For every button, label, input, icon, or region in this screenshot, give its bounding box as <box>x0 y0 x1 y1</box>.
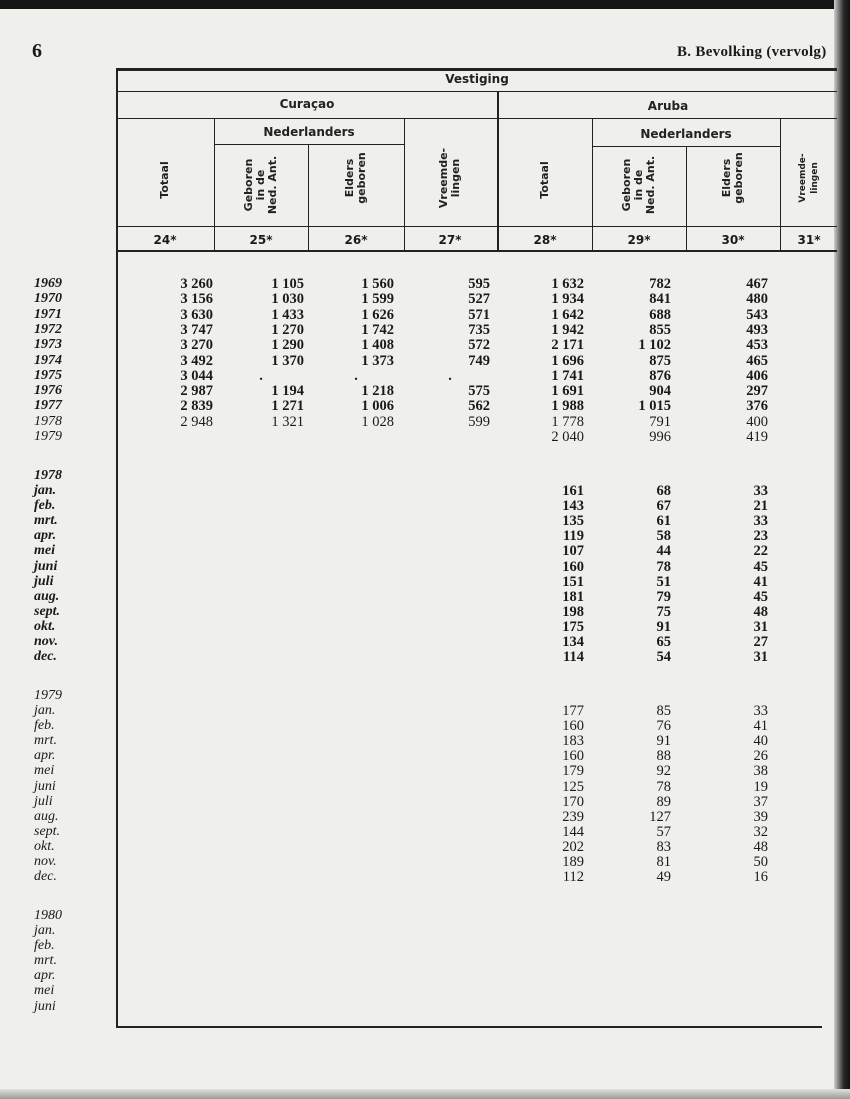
cell-col-26: 1 408 <box>361 337 394 354</box>
month-row-1979-dec-label: dec. <box>34 869 57 885</box>
cell-col-30: 419 <box>746 429 768 445</box>
month-row-1979-juli-label: juli <box>34 793 53 809</box>
cell-col-29: 688 <box>649 306 671 323</box>
month-row-1978-nov-label: nov. <box>34 634 58 649</box>
year-row-1971-label: 1971 <box>34 306 62 322</box>
cell-col-30: 32 <box>753 823 768 840</box>
column-number-24: 24* <box>153 233 177 247</box>
year-row-1977-label: 1977 <box>34 398 62 414</box>
section-1980-label: 1980 <box>34 908 62 923</box>
cell-col-30: 40 <box>753 733 768 750</box>
cell-col-27: 735 <box>468 321 490 338</box>
cell-col-25: 1 271 <box>271 398 304 415</box>
cell-col-29: 996 <box>649 429 671 445</box>
vrule-30 <box>780 118 781 250</box>
column-label-24: Totaal <box>158 161 171 199</box>
section-1979-label: 1979 <box>34 688 62 703</box>
month-row-1978-okt-label: okt. <box>34 618 56 634</box>
cell-col-28: 179 <box>562 763 584 780</box>
cell-col-25: 1 194 <box>271 383 304 400</box>
cell-col-29: 841 <box>649 291 671 308</box>
cell-col-27: 599 <box>468 413 490 430</box>
month-row-1978-feb-label: feb. <box>34 498 56 514</box>
cell-col-28: 175 <box>562 618 584 635</box>
rule-under-colnos <box>117 250 837 252</box>
cell-col-26: 1 028 <box>361 413 394 430</box>
cell-col-25: 1 433 <box>271 306 304 323</box>
year-row-1974-label: 1974 <box>34 352 62 368</box>
cell-col-29: 91 <box>656 618 671 635</box>
month-row-1979-jan-label: jan. <box>34 703 56 718</box>
cell-col-28: 202 <box>562 838 584 855</box>
month-row-1978-apr-label: apr. <box>34 528 57 544</box>
cell-col-28: 1 691 <box>551 383 584 400</box>
cell-col-26: 1 599 <box>361 291 394 308</box>
cell-col-30: 45 <box>753 558 768 575</box>
month-row-1978-aug-label: aug. <box>34 588 60 604</box>
cell-col-29: 92 <box>656 763 671 780</box>
month-row-1980-feb-label: feb. <box>34 938 55 954</box>
rule-bottom <box>117 1026 822 1028</box>
cell-col-30: 37 <box>753 793 768 810</box>
month-row-1979-aug-label: aug. <box>34 808 59 824</box>
cell-col-30: 453 <box>746 337 768 354</box>
year-row-1973-label: 1973 <box>34 337 62 353</box>
cell-col-29: 791 <box>649 413 671 430</box>
cell-col-28: 1 696 <box>551 352 584 369</box>
year-row-1976-label: 1976 <box>34 383 62 399</box>
cell-col-29: 51 <box>656 573 671 590</box>
cell-col-26: 1 560 <box>361 276 394 292</box>
cell-col-28: 183 <box>562 733 584 750</box>
header-curacao: Curaçao <box>279 97 335 111</box>
cell-col-28: 1 934 <box>551 291 584 308</box>
cell-col-25: 1 321 <box>271 413 304 430</box>
cell-col-28: 1 942 <box>551 321 584 338</box>
cell-col-30: 41 <box>753 573 768 590</box>
cell-col-29: 49 <box>656 869 671 886</box>
running-head: B. Bevolking (vervolg) <box>677 44 827 60</box>
cell-col-28: 119 <box>563 528 584 545</box>
column-number-30: 30* <box>721 233 745 247</box>
cell-col-30: 33 <box>753 513 768 530</box>
cell-col-29: 875 <box>649 352 671 369</box>
cell-col-29: 57 <box>656 823 671 840</box>
column-label-30: Elders geboren <box>720 152 745 204</box>
cell-col-29: 81 <box>656 854 671 870</box>
cell-col-29: 78 <box>656 778 671 795</box>
header-nederlanders-aruba: Nederlanders <box>640 127 732 141</box>
column-label-27: Vreemde- lingen <box>437 147 462 209</box>
month-row-1980-jan-label: jan. <box>34 923 56 938</box>
cell-col-28: 160 <box>562 718 584 735</box>
cell-col-29: 75 <box>656 603 671 620</box>
cell-col-25: 1 370 <box>271 352 304 369</box>
cell-col-29: 127 <box>649 808 671 825</box>
section-1978-label: 1978 <box>34 468 62 483</box>
month-row-1978-jan-label: jan. <box>34 483 57 498</box>
rule-under-vestiging <box>117 91 837 92</box>
year-row-1979-label: 1979 <box>34 429 62 444</box>
cell-col-28: 1 632 <box>551 276 584 292</box>
cell-col-30: 406 <box>746 367 768 384</box>
cell-col-29: 1 015 <box>638 398 671 415</box>
cell-col-29: 1 102 <box>638 337 671 354</box>
cell-col-30: 16 <box>753 869 768 886</box>
cell-col-25: 1 105 <box>271 276 304 292</box>
month-row-1979-mrt-label: mrt. <box>34 733 57 749</box>
cell-col-28: 151 <box>562 573 584 590</box>
cell-col-30: 31 <box>753 649 768 666</box>
header-nederlanders-curacao: Nederlanders <box>263 125 355 139</box>
cell-col-28: 160 <box>562 558 584 575</box>
scan-edge-bottom <box>0 1089 850 1099</box>
year-row-1975-label: 1975 <box>34 367 62 383</box>
cell-col-26: 1 626 <box>361 306 394 323</box>
rule-left <box>116 68 118 1028</box>
cell-col-28: 170 <box>562 793 584 810</box>
month-row-1980-apr-label: apr. <box>34 968 56 984</box>
cell-col-29: 67 <box>656 498 671 515</box>
column-number-29: 29* <box>627 233 651 247</box>
cell-col-29: 44 <box>656 543 671 560</box>
cell-col-27: 749 <box>468 352 490 369</box>
scan-edge-right <box>834 0 850 1099</box>
cell-col-29: 76 <box>656 718 671 735</box>
cell-col-30: 45 <box>753 588 768 605</box>
cell-col-30: 480 <box>746 291 768 308</box>
cell-col-28: 181 <box>562 588 584 605</box>
cell-col-30: 297 <box>746 383 768 400</box>
month-row-1978-juni-label: juni <box>34 558 58 574</box>
month-row-1979-okt-label: okt. <box>34 838 55 854</box>
cell-col-29: 54 <box>656 649 671 666</box>
cell-col-29: 58 <box>656 528 671 545</box>
cell-col-28: 189 <box>562 854 584 870</box>
header-aruba: Aruba <box>647 99 689 113</box>
cell-col-27: . <box>448 367 452 384</box>
cell-col-24: 3 270 <box>180 337 213 354</box>
cell-col-24: 2 839 <box>180 398 213 415</box>
cell-col-30: 400 <box>746 413 768 430</box>
month-row-1978-sept-label: sept. <box>34 603 61 619</box>
column-label-29: Geboren in de Ned. Ant. <box>620 155 657 215</box>
column-label-25: Geboren in de Ned. Ant. <box>242 155 279 215</box>
year-row-1978-label: 1978 <box>34 413 62 429</box>
column-number-26: 26* <box>344 233 368 247</box>
cell-col-29: 83 <box>656 838 671 855</box>
page-number: 6 <box>32 40 42 62</box>
cell-col-28: 143 <box>562 498 584 515</box>
cell-col-29: 904 <box>649 383 671 400</box>
cell-col-30: 465 <box>746 352 768 369</box>
cell-col-29: 876 <box>649 367 671 384</box>
month-row-1980-juni-label: juni <box>34 998 56 1014</box>
cell-col-28: 2 040 <box>551 429 584 445</box>
month-row-1979-mei-label: mei <box>34 763 55 779</box>
cell-col-30: 31 <box>753 618 768 635</box>
cell-col-30: 21 <box>753 498 768 515</box>
month-row-1978-juli-label: juli <box>34 573 54 589</box>
header-vestiging: Vestiging <box>445 72 509 86</box>
cell-col-29: 65 <box>656 634 671 650</box>
cell-col-26: 1 006 <box>361 398 394 415</box>
cell-col-30: 22 <box>753 543 768 560</box>
cell-col-24: 3 044 <box>180 367 213 384</box>
cell-col-29: 78 <box>656 558 671 575</box>
cell-col-28: 1 642 <box>551 306 584 323</box>
month-row-1980-mrt-label: mrt. <box>34 953 57 969</box>
cell-col-26: 1 742 <box>361 321 394 338</box>
cell-col-25: . <box>259 367 263 384</box>
cell-col-30: 33 <box>753 483 768 499</box>
vrule-island <box>497 91 499 250</box>
cell-col-24: 3 630 <box>180 306 213 323</box>
column-number-27: 27* <box>438 233 462 247</box>
column-number-25: 25* <box>249 233 273 247</box>
cell-col-27: 562 <box>468 398 490 415</box>
cell-col-30: 27 <box>753 634 768 650</box>
cell-col-27: 575 <box>468 383 490 400</box>
cell-col-24: 2 987 <box>180 383 213 400</box>
cell-col-29: 88 <box>656 748 671 765</box>
cell-col-29: 85 <box>656 703 671 719</box>
cell-col-24: 2 948 <box>180 413 213 430</box>
vrule-26 <box>404 118 405 250</box>
column-number-28: 28* <box>533 233 557 247</box>
month-row-1978-mrt-label: mrt. <box>34 513 58 529</box>
cell-col-28: 134 <box>562 634 584 650</box>
vrule-29 <box>686 146 687 250</box>
cell-col-24: 3 156 <box>180 291 213 308</box>
cell-col-30: 493 <box>746 321 768 338</box>
cell-col-28: 2 171 <box>551 337 584 354</box>
cell-col-29: 61 <box>656 513 671 530</box>
cell-col-30: 48 <box>753 838 768 855</box>
cell-col-28: 1 988 <box>551 398 584 415</box>
cell-col-28: 1 778 <box>551 413 584 430</box>
year-row-1970-label: 1970 <box>34 291 62 307</box>
cell-col-28: 161 <box>562 483 584 499</box>
cell-col-28: 198 <box>562 603 584 620</box>
cell-col-27: 571 <box>468 306 490 323</box>
cell-col-30: 38 <box>753 763 768 780</box>
column-number-31: 31* <box>797 233 821 247</box>
cell-col-28: 107 <box>562 543 584 560</box>
month-row-1979-sept-label: sept. <box>34 823 61 839</box>
year-row-1972-label: 1972 <box>34 321 62 337</box>
cell-col-29: 91 <box>656 733 671 750</box>
cell-col-30: 39 <box>753 808 768 825</box>
cell-col-27: 595 <box>468 276 490 292</box>
cell-col-27: 527 <box>468 291 490 308</box>
column-label-31: Vreemde- lingen <box>798 153 820 203</box>
month-row-1978-mei-label: mei <box>34 543 55 559</box>
cell-col-30: 33 <box>753 703 768 719</box>
cell-col-26: . <box>354 367 358 384</box>
rule-under-islands <box>117 118 837 119</box>
cell-col-30: 543 <box>746 306 768 323</box>
month-row-1978-dec-label: dec. <box>34 649 57 665</box>
cell-col-28: 114 <box>563 649 584 666</box>
vrule-25 <box>308 145 309 250</box>
cell-col-28: 135 <box>562 513 584 530</box>
column-label-28: Totaal <box>538 161 551 199</box>
cell-col-25: 1 030 <box>271 291 304 308</box>
cell-col-30: 48 <box>753 603 768 620</box>
cell-col-29: 89 <box>656 793 671 810</box>
month-row-1979-feb-label: feb. <box>34 718 55 734</box>
month-row-1979-juni-label: juni <box>34 778 56 794</box>
cell-col-24: 3 492 <box>180 352 213 369</box>
column-label-26: Elders geboren <box>343 152 368 204</box>
cell-col-30: 26 <box>753 748 768 765</box>
cell-col-28: 239 <box>562 808 584 825</box>
month-row-1980-mei-label: mei <box>34 983 55 999</box>
cell-col-29: 79 <box>656 588 671 605</box>
cell-col-29: 855 <box>649 321 671 338</box>
cell-col-30: 376 <box>746 398 768 415</box>
cell-col-30: 19 <box>753 778 768 795</box>
cell-col-28: 125 <box>562 778 584 795</box>
cell-col-30: 41 <box>753 718 768 735</box>
cell-col-30: 50 <box>753 854 768 870</box>
cell-col-28: 112 <box>562 869 584 886</box>
cell-col-27: 572 <box>468 337 490 354</box>
cell-col-30: 467 <box>746 276 768 292</box>
cell-col-30: 23 <box>753 528 768 545</box>
cell-col-26: 1 218 <box>361 383 394 400</box>
cell-col-28: 144 <box>562 823 584 840</box>
rule-under-labels <box>117 226 837 227</box>
cell-col-28: 160 <box>562 748 584 765</box>
scan-edge-top <box>0 0 850 9</box>
month-row-1979-apr-label: apr. <box>34 748 56 764</box>
rule-top <box>117 68 837 71</box>
cell-col-25: 1 290 <box>271 337 304 354</box>
year-row-1969-label: 1969 <box>34 276 62 291</box>
cell-col-28: 177 <box>562 703 584 719</box>
cell-col-24: 3 747 <box>180 321 213 338</box>
cell-col-26: 1 373 <box>361 352 394 369</box>
cell-col-24: 3 260 <box>180 276 213 292</box>
cell-col-29: 782 <box>649 276 671 292</box>
month-row-1979-nov-label: nov. <box>34 854 57 869</box>
cell-col-29: 68 <box>656 483 671 499</box>
cell-col-25: 1 270 <box>271 321 304 338</box>
cell-col-28: 1 741 <box>551 367 584 384</box>
